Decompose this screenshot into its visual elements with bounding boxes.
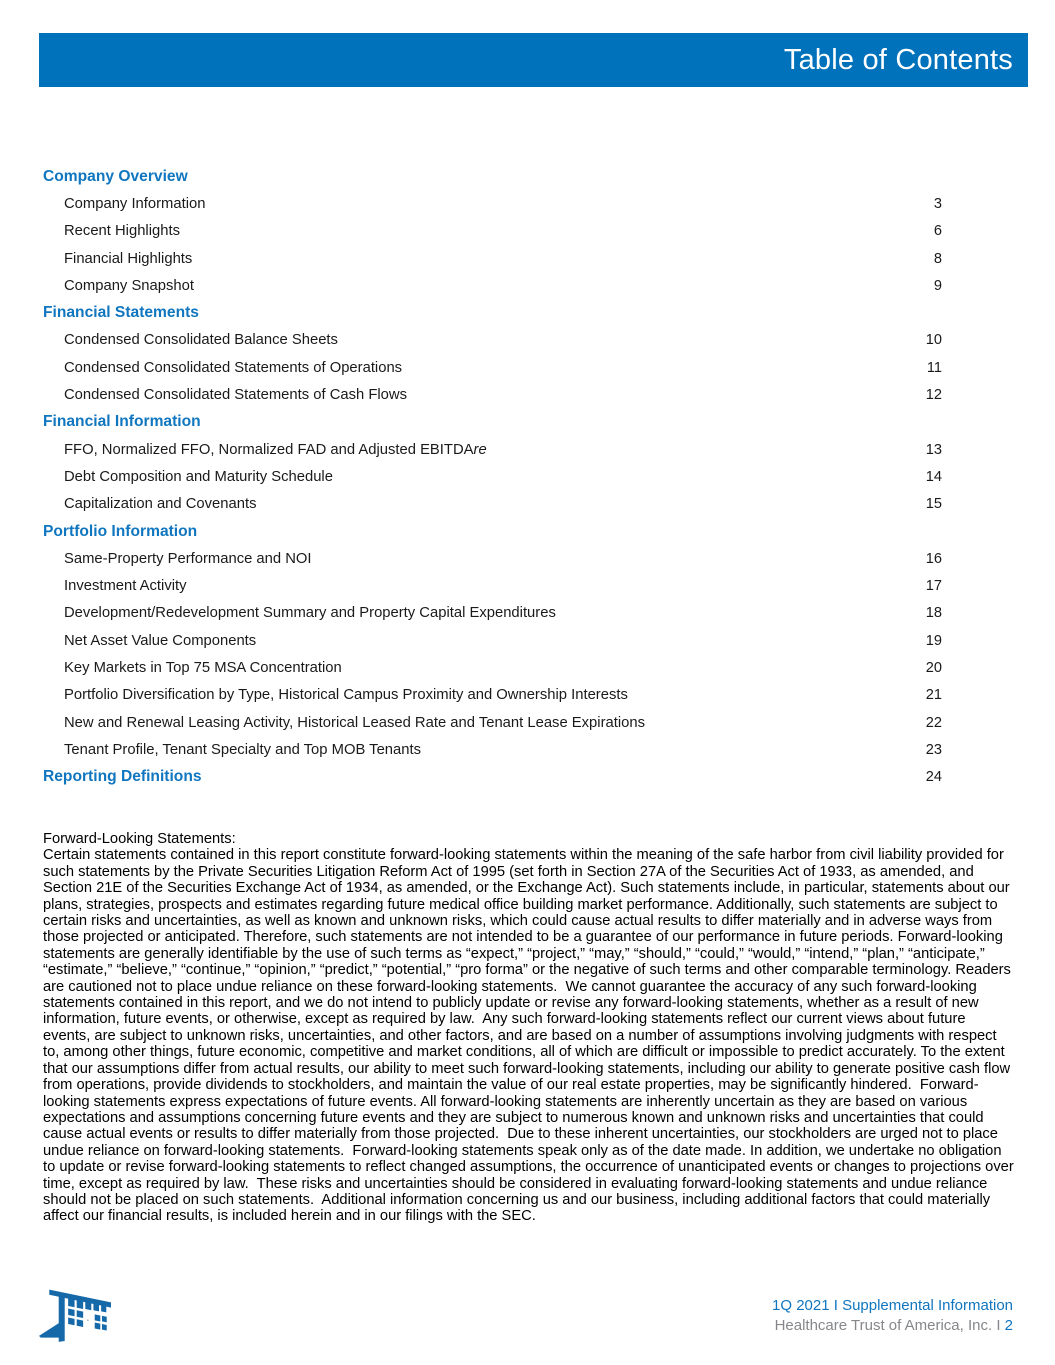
fls-heading: Forward-Looking Statements: xyxy=(43,831,236,847)
toc-item[interactable] xyxy=(43,682,942,709)
toc-page-number: 10 xyxy=(925,332,942,349)
toc-item[interactable] xyxy=(43,354,942,381)
title-banner xyxy=(39,33,1028,87)
hta-building-logo-icon xyxy=(38,1281,124,1358)
toc-page-number: 13 xyxy=(925,441,942,458)
toc-page-number: 6 xyxy=(933,223,942,240)
toc-item[interactable] xyxy=(43,627,942,654)
toc-item[interactable] xyxy=(43,327,942,354)
toc-section-heading[interactable] xyxy=(43,409,942,436)
toc-page-number: 19 xyxy=(925,632,942,649)
toc-section-heading-label: Company Overview xyxy=(43,167,188,185)
toc-page-number: 15 xyxy=(925,496,942,513)
toc-item-label: Net Asset Value Components xyxy=(64,632,257,649)
toc-section-heading[interactable] xyxy=(43,299,942,326)
fls-body: Certain statements contained in this report constitute forward-looking statements within the meaning of the safe harbor from civil liability provided for such statements by the Private Securities Litigation Reform Act of 1995 (set forth in Section 27A of the Securities Act of 1933, as amended, and Section 21E of the Securities Exchange Act of 1934, as amended, or the Exchange Act). Such statements include, in particular, statements about our plans, strategies, prospects and estimates regarding future medical office building market performance. Additionally, such statements are subject to certain risks and uncertainties, as well as known and unknown risks, which could cause actual results to differ materially and in adverse ways from those projected or anticipated. Therefore, such statements are not intended to be a guarantee of our performance in future periods. Forward-looking statements are generally identifiable by the use of such terms as “expect,” “project,” “may,” “should,” “could,” “would,” “intend,” “plan,” “anticipate,” “estimate,” “believe,” “continue,” “opinion,” “predict,” “potential,” “pro forma” or the negative of such terms and other comparable terminology. Readers are cautioned not to place undue reliance on these forward-looking statements. We cannot guarantee the accuracy of any such forward-looking statements contained in this report, and we do not intend to publicly update or revise any forward-looking statements, whether as a result of new information, future events, or otherwise, except as required by law. Any such forward-looking statements reflect our current views about future events, are subject to unknown risks, uncertainties, and other factors, and are based on a number of assumptions involving judgments with respect to, among other things, future economic, competitive and market conditions, all of which are difficult or impossible to predict accurately. To the extent that our assumptions differ from actual results, our ability to meet such forward-looking statements, including our ability to generate positive cash flow from operations, provide dividends to stockholders, and maintain the value of our real estate properties, may be significantly hindered. Forward-looking statements express expectations of future events. All forward-looking statements are inherently uncertain as they are based on various expectations and assumptions concerning future events and they are subject to numerous known and unknown risks and uncertainties that could cause actual events or results to differ materially from those projected. Due to these inherent uncertainties, our stockholders are urged not to place undue reliance on forward-looking statements. Forward-looking statements speak only as of the date made. In addition, we undertake no obligation to update or revise forward-looking statements to reflect changed assumptions, the occurrence of unanticipated events or changes to projections over time, except as required by law. These risks and uncertainties should be considered in evaluating forward-looking statements and undue reliance should not be placed on such statements. Additional information concerning us and our business, including additional factors that could materially affect our financial results, is included herein and in our filings with the SEC. xyxy=(43,847,1018,1225)
toc-item[interactable] xyxy=(43,190,942,217)
toc-item-label: Company Snapshot xyxy=(64,277,194,294)
toc-item-label: FFO, Normalized FFO, Normalized FAD and Adjusted EBITDA xyxy=(64,441,474,458)
forward-looking-statements xyxy=(43,831,1018,1225)
toc-page-number: 11 xyxy=(926,359,942,376)
toc-section-heading-label: Financial Statements xyxy=(43,304,199,322)
toc-item-label: Tenant Profile, Tenant Specialty and Top MOB Tenants xyxy=(64,741,421,758)
toc-item[interactable] xyxy=(43,572,942,599)
toc-item-label: Financial Highlights xyxy=(64,250,193,267)
toc-item[interactable] xyxy=(43,381,942,408)
footer-company-page xyxy=(772,1316,1013,1336)
toc-item[interactable] xyxy=(43,709,942,736)
footer xyxy=(772,1296,1013,1336)
page-title: Table of Contents xyxy=(783,43,1013,76)
toc-item-label-italic-suffix: re xyxy=(473,441,487,458)
toc-item[interactable] xyxy=(43,600,942,627)
toc-page-number: 12 xyxy=(925,387,942,404)
toc-item-label: Condensed Consolidated Statements of Operations xyxy=(64,359,403,376)
toc-page-number: 8 xyxy=(933,250,942,267)
toc-section-heading-label: Financial Information xyxy=(43,413,201,431)
toc-section-heading[interactable] xyxy=(43,764,942,791)
toc-item-label: Investment Activity xyxy=(64,578,187,595)
toc-page-number: 18 xyxy=(925,605,942,622)
toc-item-label: Condensed Consolidated Balance Sheets xyxy=(64,332,338,349)
toc-page-number: 3 xyxy=(933,195,942,212)
toc-item[interactable] xyxy=(43,218,942,245)
toc-item[interactable] xyxy=(43,245,942,272)
toc-page-number: 9 xyxy=(933,277,942,294)
toc-item[interactable] xyxy=(43,545,942,572)
toc-section-heading[interactable] xyxy=(43,163,942,190)
toc-item-label: Debt Composition and Maturity Schedule xyxy=(64,468,333,485)
toc-section-heading-label: Reporting Definitions xyxy=(43,768,202,786)
toc-item[interactable] xyxy=(43,736,942,763)
toc-item-label: Key Markets in Top 75 MSA Concentration xyxy=(64,659,342,676)
toc-page-number: 24 xyxy=(925,769,942,786)
toc-page-number: 22 xyxy=(925,714,942,731)
footer-company-name: Healthcare Trust of America, Inc. I xyxy=(774,1317,1005,1334)
toc-item-label: Company Information xyxy=(64,195,206,212)
toc-item-label: Development/Redevelopment Summary and Property Capital Expenditures xyxy=(64,605,556,622)
toc-item[interactable] xyxy=(43,491,942,518)
toc-page-number: 21 xyxy=(925,687,942,704)
toc-page-number: 23 xyxy=(925,741,942,758)
toc-item[interactable] xyxy=(43,654,942,681)
toc-item-label: New and Renewal Leasing Activity, Historical Leased Rate and Tenant Lease Expirations xyxy=(64,714,645,731)
toc-item[interactable] xyxy=(43,436,942,463)
toc-item-label: Condensed Consolidated Statements of Cash Flows xyxy=(64,387,407,404)
toc-item-label: Portfolio Diversification by Type, Historical Campus Proximity and Ownership Interests xyxy=(64,687,628,704)
toc-page-number: 14 xyxy=(925,468,942,485)
toc-section-heading[interactable] xyxy=(43,518,942,545)
toc-page-number: 20 xyxy=(925,659,942,676)
toc-page-number: 16 xyxy=(925,550,942,567)
toc-page-number: 17 xyxy=(925,578,942,595)
footer-report-title: 1Q 2021 I Supplemental Information xyxy=(772,1297,1013,1314)
toc-item[interactable] xyxy=(43,463,942,490)
toc-item-label: Recent Highlights xyxy=(64,223,180,240)
toc-section-heading-label: Portfolio Information xyxy=(43,522,198,540)
toc-item[interactable] xyxy=(43,272,942,299)
toc-item-label: Same-Property Performance and NOI xyxy=(64,550,312,567)
footer-page-number: 2 xyxy=(1004,1317,1013,1334)
toc-item-label: Capitalization and Covenants xyxy=(64,496,257,513)
table-of-contents xyxy=(43,163,942,791)
